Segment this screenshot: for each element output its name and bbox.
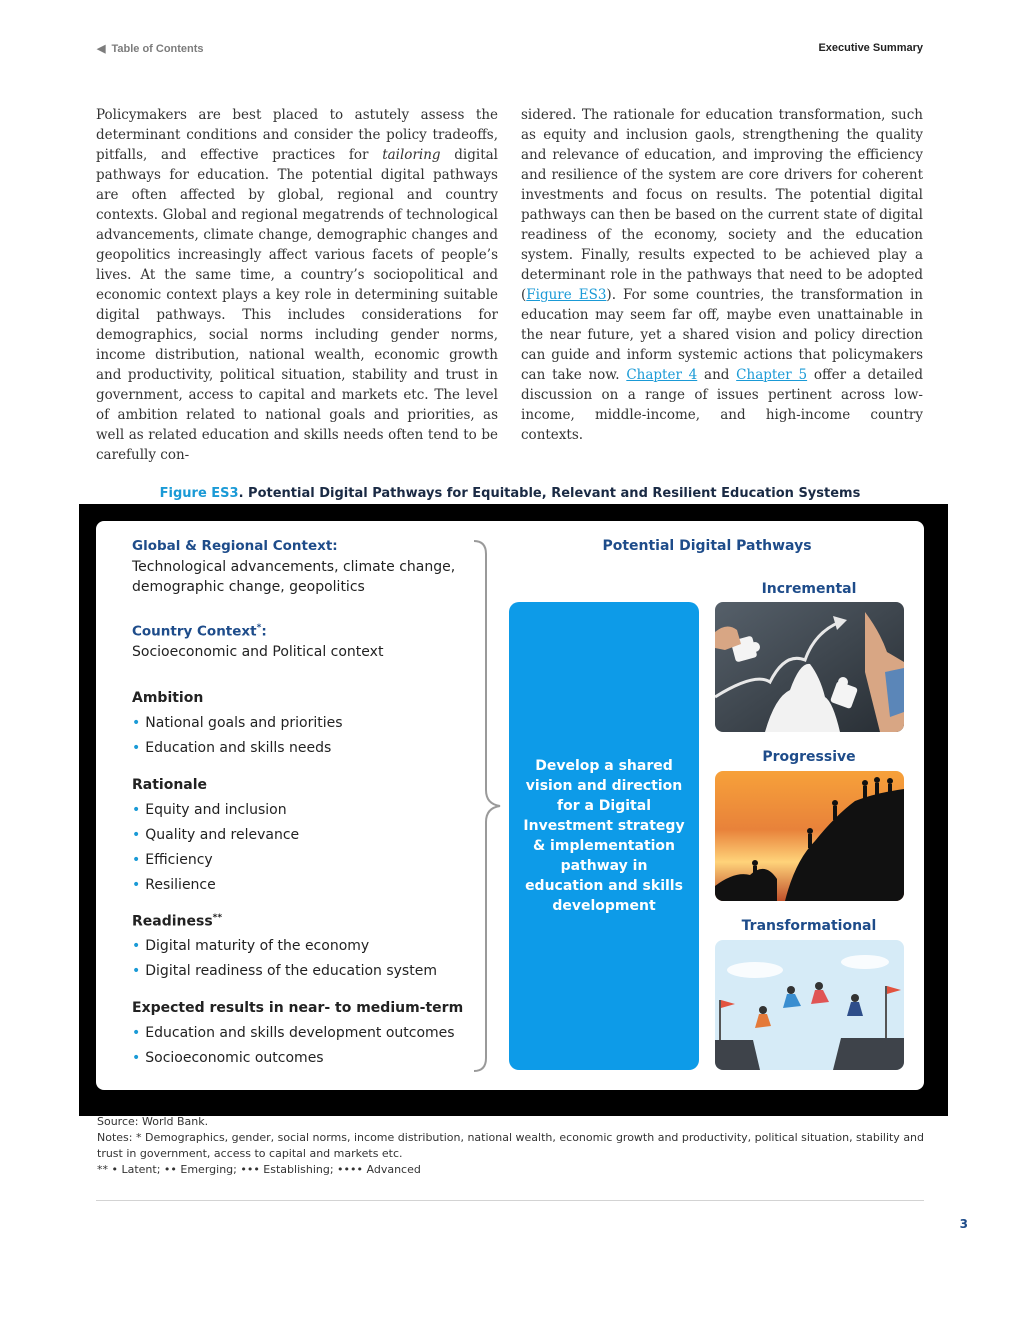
list-item: • Socioeconomic outcomes [132,1050,324,1066]
global-context-text: Technological advancements, climate change, demographic change, geopolitics [132,559,456,595]
figure-notes [97,1114,927,1178]
shared-vision-box [509,602,699,1070]
list-item: • Digital maturity of the economy [132,938,370,954]
pathway-label-progressive: Progressive [762,749,856,765]
back-arrow-icon: ◀ [97,43,106,55]
emphasis: tailoring [382,147,441,163]
readiness-heading: Readiness** [132,913,223,930]
figure-es3-link[interactable]: Figure ES3 [526,287,607,303]
chapter-5-link[interactable]: Chapter 5 [736,367,808,383]
climbers-silhouette-icon [715,771,904,901]
list-item: • Education and skills development outcomes [132,1025,455,1041]
chapter-4-link[interactable]: Chapter 4 [626,367,698,383]
list-item: • Quality and relevance [132,827,300,843]
people-leaping-gap-icon [715,940,904,1070]
curly-brace-icon [472,540,502,1072]
toc-link[interactable] [97,42,204,55]
country-context-text: Socioeconomic and Political context [132,644,384,660]
figure-title: Figure ES3. Potential Digital Pathways for Equitable, Relevant and Resilient Education Systems [159,486,861,501]
list-item: • Resilience [132,877,216,893]
pathway-label-incremental: Incremental [761,581,857,597]
notes-line-2: ** • Latent; •• Emerging; ••• Establishing; •••• Advanced [97,1163,421,1176]
list-item: • Education and skills needs [132,740,332,756]
global-context-label: Global & Regional Context: [132,538,338,554]
figure-number: Figure ES3 [159,486,239,501]
source-line: Source: World Bank. [97,1115,209,1128]
section-title: Executive Summary [818,42,923,54]
notes-line: Notes: * Demographics, gender, social norms, income distribution, national wealth, economic growth and productivity, political situation, stability and trust in government, access to capital and markets etc. [97,1131,925,1160]
list-item: • Digital readiness of the education system [132,963,437,979]
pathway-label-transformational: Transformational [741,918,877,934]
rationale-heading: Rationale [132,777,208,793]
list-item: • Efficiency [132,852,213,868]
toc-link-label: Table of Contents [111,43,204,55]
list-item: • National goals and priorities [132,715,343,731]
list-item: • Equity and inclusion [132,802,287,818]
shared-vision-text: Develop a shared vision and direction for a Digital Investment strategy & implementation pathway in education and skills development [523,758,685,914]
results-heading: Expected results in near- to medium-term [132,1000,464,1016]
page-number: 3 [959,1217,968,1231]
pathways-title: Potential Digital Pathways [602,538,812,554]
body-text-right: sidered. The rationale for education transformation, such as equity and inclusion gaols, strengthening the quality and relevance of education, and improving the efficiency and resilience of the system are core drivers for coherent investments and focus on results. The potential digital pathways can then be based on the current state of digital readiness of the economy, society and the education system. Finally, results expected to be achieved play a determinant role in the pathways that need to be adopted (Figure ES3). For some countries, the transformation in education may seem far off, maybe even unattainable in the near future, yet a shared vision and policy direction can guide and inform systemic actions that policymakers can take now. Chapter 4 and Chapter 5 offer a detailed discussion on a range of issues pertinent across low-income, middle-income, and high-income country contexts. [521,107,924,443]
puzzle-pieces-icon [715,602,904,732]
country-context-label: Country Context*: [132,623,267,640]
footer-divider [96,1200,924,1201]
body-text-left: Policymakers are best placed to astutely assess the determinant conditions and consider the policy tradeoffs, pitfalls, and effective practices for tailoring digital pathways for education. The potential digital pathways are often affected by global, regional and country contexts. Global and regional megatrends of technological advancements, climate change, demographic changes and geopolitics increasingly affect various facets of people’s lives. At the same time, a country’s sociopolitical and economic context plays a key role in determining suitable digital pathways. This includes considerations for demographics, social norms including gender norms, income distribution, national wealth, economic growth and productivity, political situation, stability and trust in government, access to capital and markets etc. The level of ambition related to national goals and priorities, as well as related education and skills needs often tend to be carefully con- [96,107,498,463]
ambition-heading: Ambition [132,690,204,706]
